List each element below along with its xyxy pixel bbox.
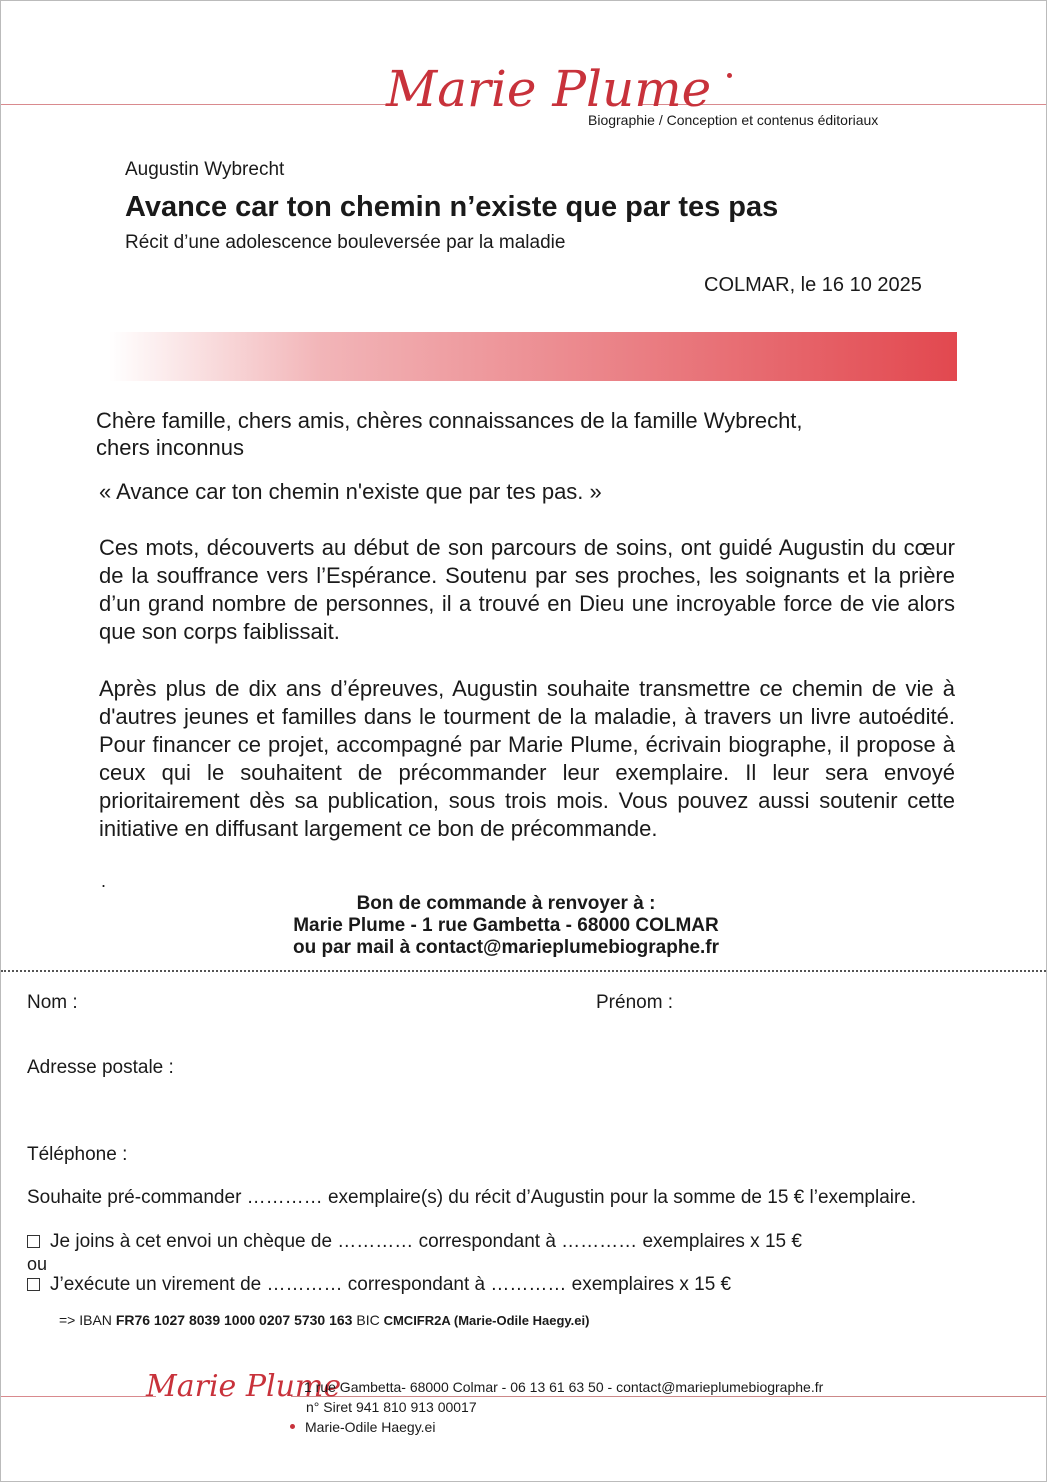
label-prenom: Prénom : — [596, 992, 674, 1013]
tagline: Biographie / Conception et contenus éditoriaux — [588, 112, 879, 128]
label-telephone: Téléphone : — [27, 1144, 128, 1165]
preorder-line: Souhaite pré-commander ………… exemplaire(s) du récit d’Augustin pour la somme de 15 € l’exemplaire. — [27, 1187, 917, 1208]
checkbox-virement[interactable] — [27, 1278, 40, 1291]
salutation-line: chers inconnus — [96, 435, 244, 460]
paragraph: Ces mots, découverts au début de son parcours de soins, ont guidé Augustin du cœur de la souffrance vers l’Espérance. Soutenu par ses proches, les soignants et la prière d’un grand nombre de personnes, il a trouvé en Dieu une incroyable force de vie alors que son corps faiblissait. — [99, 535, 955, 644]
bic-label: BIC — [356, 1312, 380, 1328]
footer-logo: Marie Plume — [146, 1369, 342, 1404]
paragraph: Après plus de dix ans d’épreuves, Augustin souhaite transmettre ce chemin de vie à d'autres jeunes et familles dans le tourment de la maladie, à travers un livre autoédité. Pour financer ce projet, accompagné par Marie Plume, écrivain biographe, il propose à ceux qui le souhaitent de précommander leur exemplaire. Il leur sera envoyé prioritairement dès sa publication, sous trois mois. Vous pouvez aussi soutenir cette initiative en diffusant largement ce bon de précommande. — [99, 676, 955, 841]
footer-siret: n° Siret 941 810 913 00017 — [306, 1399, 477, 1415]
label-adresse: Adresse postale : — [27, 1057, 174, 1078]
option-virement-label: J’exécute un virement de ………… correspondant à ………… exemplaires x 15 € — [50, 1274, 732, 1295]
bic: CMCIFR2A (Marie-Odile Haegy.ei) — [383, 1313, 590, 1328]
iban-prefix: => IBAN — [59, 1312, 112, 1328]
logo-dot — [727, 73, 732, 78]
order-address-line: Marie Plume - 1 rue Gambetta - 68000 COLMAR — [293, 915, 719, 936]
option-cheque — [27, 1231, 802, 1253]
salutation — [96, 407, 803, 461]
bullet-icon — [290, 1424, 295, 1429]
footer-rule-left — [1, 1396, 156, 1397]
salutation-line: Chère famille, chers amis, chères connaissances de la famille Wybrecht, — [96, 408, 803, 433]
stray-dot: . — [101, 871, 107, 891]
date: COLMAR, le 16 10 2025 — [704, 274, 922, 296]
header-rule-left — [1, 104, 391, 105]
footer-name — [290, 1419, 435, 1435]
order-address — [1, 893, 1011, 959]
checkbox-cheque[interactable] — [27, 1235, 40, 1248]
label-nom: Nom : — [27, 992, 78, 1013]
option-virement — [27, 1274, 731, 1296]
option-cheque-label: Je joins à cet envoi un chèque de ………… correspondant à ………… exemplaires x 15 € — [50, 1231, 802, 1252]
footer-rule-right — [291, 1396, 1046, 1397]
footer-address: 1 rue Gambetta- 68000 Colmar - 06 13 61 63 50 - contact@marieplumebiographe.fr — [304, 1379, 824, 1395]
footer-name-text: Marie-Odile Haegy.ei — [305, 1419, 436, 1435]
order-address-line: Bon de commande à renvoyer à : — [356, 893, 656, 914]
logo: Marie Plume — [386, 59, 732, 119]
author: Augustin Wybrecht — [125, 159, 285, 180]
quote: « Avance car ton chemin n'existe que par tes pas. » — [99, 479, 602, 504]
ou-label: ou — [27, 1254, 48, 1274]
order-address-email[interactable]: ou par mail à contact@marieplumebiographe.fr — [292, 937, 720, 958]
gradient-banner — [109, 332, 957, 381]
cut-line — [1, 970, 1046, 972]
book-title: Avance car ton chemin n’existe que par tes pas — [125, 191, 779, 223]
book-subtitle: Récit d’une adolescence bouleversée par la maladie — [125, 232, 566, 253]
iban-line — [59, 1312, 589, 1328]
iban: FR76 1027 8039 1000 0207 5730 163 — [115, 1312, 353, 1328]
